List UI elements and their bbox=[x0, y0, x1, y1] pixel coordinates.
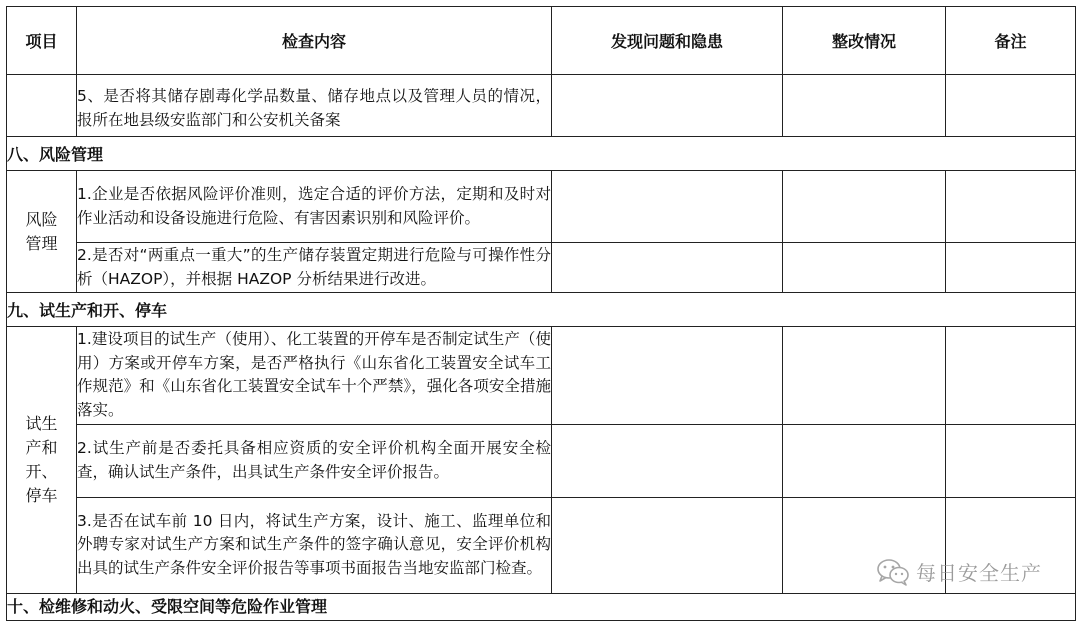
section-row bbox=[7, 293, 1076, 327]
header-issues: 发现问题和隐患 bbox=[552, 7, 783, 75]
issues-cell bbox=[552, 75, 783, 137]
table-row bbox=[7, 424, 1076, 497]
header-row bbox=[7, 7, 1076, 75]
header-content: 检查内容 bbox=[77, 7, 552, 75]
content-text: 1.建设项目的试生产（使用）、化工装置的开停车是否制定试生产（使用）方案或开停车方案，是否严格执行《山东省化工装置安全试车工作规范》和《山东省化工装置安全试车十个严禁》，强化各项安全措施落实。 bbox=[77, 330, 551, 419]
item-cell bbox=[7, 75, 77, 137]
rectification-cell bbox=[783, 171, 946, 243]
item-cell bbox=[7, 327, 77, 593]
section-title: 八、风险管理 bbox=[7, 137, 1076, 171]
content-cell bbox=[77, 243, 552, 293]
item-cell bbox=[7, 171, 77, 293]
content-text: 2.是否对“两重点一重大”的生产储存装置定期进行危险与可操作性分析（HAZOP），并根据 HAZOP 分析结果进行改进。 bbox=[77, 246, 551, 288]
wechat-icon bbox=[876, 558, 910, 586]
issues-cell bbox=[552, 424, 783, 497]
content-cell bbox=[77, 327, 552, 424]
rectification-cell bbox=[783, 424, 946, 497]
table-row bbox=[7, 171, 1076, 243]
rectification-cell bbox=[783, 243, 946, 293]
remarks-cell bbox=[946, 424, 1076, 497]
table-row bbox=[7, 243, 1076, 293]
content-text: 5、是否将其储存剧毒化学品数量、储存地点以及管理人员的情况，报所在地县级安监部门和公安机关备案 bbox=[77, 87, 551, 129]
rectification-cell bbox=[783, 327, 946, 424]
watermark-text: 每日安全生产 bbox=[916, 561, 1042, 585]
content-cell bbox=[77, 75, 552, 137]
issues-cell bbox=[552, 327, 783, 424]
section-title: 九、试生产和开、停车 bbox=[7, 293, 1076, 327]
header-remarks: 备注 bbox=[946, 7, 1076, 75]
remarks-cell bbox=[946, 243, 1076, 293]
table-row bbox=[7, 75, 1076, 137]
content-cell bbox=[77, 497, 552, 593]
content-cell bbox=[77, 424, 552, 497]
inspection-table bbox=[6, 6, 1076, 621]
remarks-cell bbox=[946, 171, 1076, 243]
section-title: 十、检维修和动火、受限空间等危险作业管理 bbox=[7, 593, 1076, 620]
content-text: 1.企业是否依据风险评价准则，选定合适的评价方法，定期和及时对作业活动和设备设施进行危险、有害因素识别和风险评价。 bbox=[77, 184, 551, 227]
table-row bbox=[7, 327, 1076, 424]
header-item: 项目 bbox=[7, 7, 77, 75]
issues-cell bbox=[552, 243, 783, 293]
content-text: 3.是否在试车前 10 日内，将试生产方案，设计、施工、监理单位和外聘专家对试生产方案和试生产条件的签字确认意见，安全评价机构出具的试生产条件安全评价报告等事项书面报告当地安监部门检查。 bbox=[77, 511, 551, 577]
watermark bbox=[876, 557, 1042, 586]
issues-cell bbox=[552, 171, 783, 243]
remarks-cell bbox=[946, 75, 1076, 137]
header-rectification: 整改情况 bbox=[783, 7, 946, 75]
content-text: 2.试生产前是否委托具备相应资质的安全评价机构全面开展安全检查，确认试生产条件，出具试生产条件安全评价报告。 bbox=[77, 438, 551, 481]
remarks-cell bbox=[946, 327, 1076, 424]
content-cell bbox=[77, 171, 552, 243]
issues-cell bbox=[552, 497, 783, 593]
section-row bbox=[7, 137, 1076, 171]
item-label: 风险管理 bbox=[25, 209, 58, 253]
rectification-cell bbox=[783, 75, 946, 137]
section-row bbox=[7, 593, 1076, 620]
item-label: 试生产和开、停车 bbox=[25, 413, 58, 505]
